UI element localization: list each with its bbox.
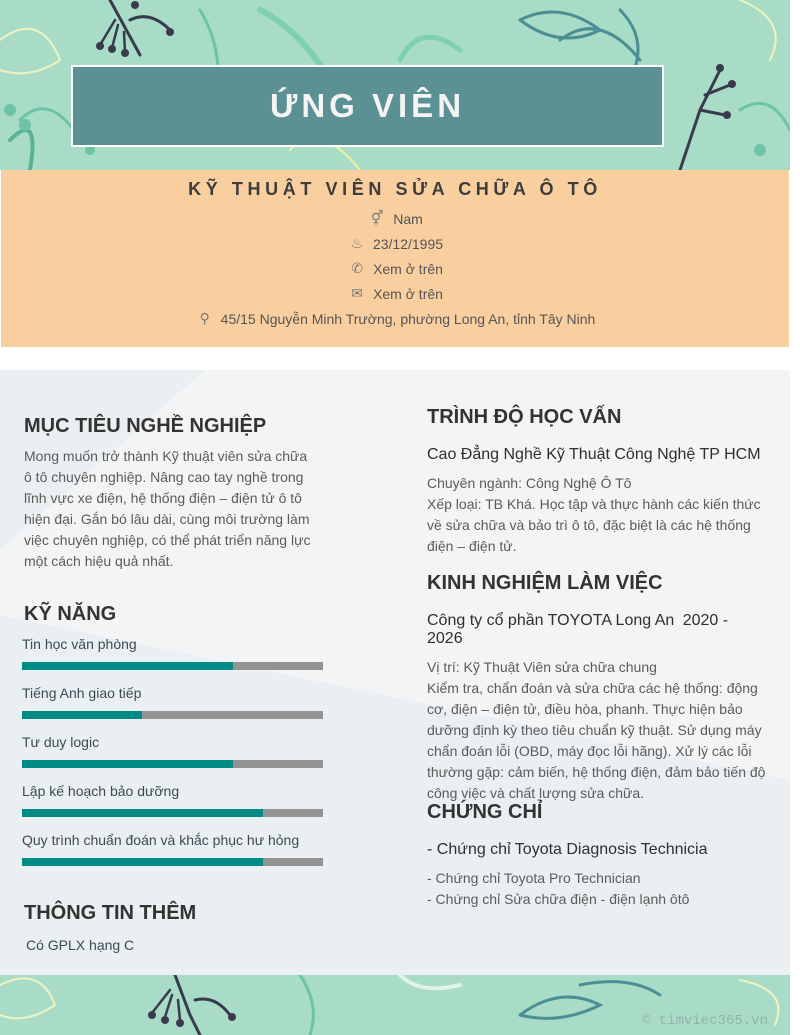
personal-info-band	[1, 170, 789, 347]
page-title: ỨNG VIÊN	[269, 87, 466, 124]
personal-info-list	[1, 206, 789, 331]
education-heading: TRÌNH ĐỘ HỌC VẤN	[427, 406, 622, 428]
education-major: Chuyên ngành: Công Nghệ Ô Tô	[427, 475, 632, 491]
envelope-icon: ✉	[351, 285, 363, 301]
gender-value: Nam	[393, 210, 423, 227]
certificate-title: - Chứng chỉ Toyota Diagnosis Technicia	[427, 841, 708, 858]
skill-bar-fill	[22, 662, 233, 670]
skill-item	[22, 734, 327, 783]
email-value: Xem ở trên	[373, 285, 443, 302]
skill-label: Tư duy logic	[22, 734, 100, 750]
info-birthday	[1, 231, 789, 256]
skill-label: Lập kế hoạch bảo dưỡng	[22, 783, 180, 799]
watermark: © timviec365.vn	[641, 1013, 768, 1029]
experience-detail: Kiểm tra, chẩn đoán và sửa chữa các hệ thống: động cơ, điện – điện tử, điều hòa, phanh. Thực hiện bảo dưỡng định kỳ theo tiêu chuẩn kỹ thuật. Sử dụng máy chẩn đoán lỗi (OBD, máy đọc lỗi hãng). Xử lý các lỗi thường gặp: cảm biến, hệ thống điện, đảm bảo tiến độ công việc và chất lượng sửa chữa.	[427, 680, 766, 801]
skill-item	[22, 832, 327, 881]
objective-heading: MỤC TIÊU NGHỀ NGHIỆP	[24, 415, 267, 437]
experience-section	[427, 572, 767, 804]
skill-bar	[22, 662, 323, 670]
education-detail: Xếp loại: TB Khá. Học tập và thực hành các kiến thức về sửa chữa và bảo trì ô tô, đặc biệt là các hệ thống điện – điện tử.	[427, 496, 761, 554]
education-section	[427, 406, 767, 557]
skill-label: Tin học văn phòng	[22, 636, 137, 652]
main-content	[0, 370, 790, 975]
info-gender	[1, 206, 789, 231]
experience-position: Vị trí: Kỹ Thuật Viên sửa chữa chung	[427, 659, 657, 675]
skill-label: Tiếng Anh giao tiếp	[22, 685, 142, 701]
job-title: KỸ THUẬT VIÊN SỬA CHỮA Ô TÔ	[188, 179, 602, 199]
phone-icon: ✆	[351, 260, 363, 276]
skills-section	[22, 603, 327, 881]
skill-item	[22, 685, 327, 734]
experience-company: Công ty cổ phần TOYOTA Long An	[427, 612, 675, 629]
birthday-cake-icon: ♨	[350, 235, 364, 251]
info-phone	[1, 256, 789, 281]
skill-bar-fill	[22, 809, 263, 817]
education-school: Cao Đẳng Nghề Kỹ Thuật Công Nghệ TP HCM	[427, 446, 761, 463]
experience-period: 2020 - 2026	[427, 612, 729, 647]
objective-text: Mong muốn trở thành Kỹ thuật viên sửa chữa ô tô chuyên nghiệp. Nâng cao tay nghề trong lĩnh vực xe điện, hệ thống điện – điện tử ô tô hiện đại. Gắn bó lâu dài, cùng môi trường làm việc chuyên nghiệp, có thể phát triển năng lực một cách hiệu quả nhất.	[24, 448, 311, 569]
gender-icon: ⚥	[370, 210, 384, 226]
address-value: 45/15 Nguyễn Minh Trường, phường Long An, tỉnh Tây Ninh	[220, 310, 596, 327]
bottom-floral-banner	[0, 975, 790, 1035]
skill-bar	[22, 711, 323, 719]
skill-item	[22, 636, 327, 685]
title-box	[71, 65, 664, 147]
skill-item	[22, 783, 327, 832]
experience-header	[427, 612, 767, 648]
skill-bar	[22, 760, 323, 768]
skill-bar	[22, 858, 323, 866]
skill-bar-fill	[22, 711, 142, 719]
skills-heading: KỸ NĂNG	[24, 603, 117, 625]
info-email	[1, 281, 789, 306]
certificates-section	[427, 801, 767, 910]
skill-label: Quy trình chuẩn đoán và khắc phục hư hỏng	[22, 832, 300, 848]
extra-info-heading: THÔNG TIN THÊM	[24, 902, 197, 924]
extra-info-section	[24, 902, 324, 953]
skill-bar-fill	[22, 858, 263, 866]
info-address	[1, 306, 789, 331]
skills-list	[22, 636, 327, 881]
certificate-item: - Chứng chỉ Sửa chữa điện - điện lạnh ôtô	[427, 891, 690, 907]
top-floral-banner	[0, 0, 790, 170]
birthday-value: 23/12/1995	[372, 235, 444, 252]
objective-section	[24, 415, 324, 572]
certificate-item: - Chứng chỉ Toyota Pro Technician	[427, 870, 641, 886]
location-pin-icon: ⚲	[199, 310, 210, 326]
extra-info-text: Có GPLX hạng C	[26, 937, 135, 953]
experience-heading: KINH NGHIỆM LÀM VIỆC	[427, 572, 663, 594]
skill-bar	[22, 809, 323, 817]
skill-bar-fill	[22, 760, 233, 768]
certificates-heading: CHỨNG CHỈ	[427, 801, 543, 823]
phone-value: Xem ở trên	[373, 260, 443, 277]
